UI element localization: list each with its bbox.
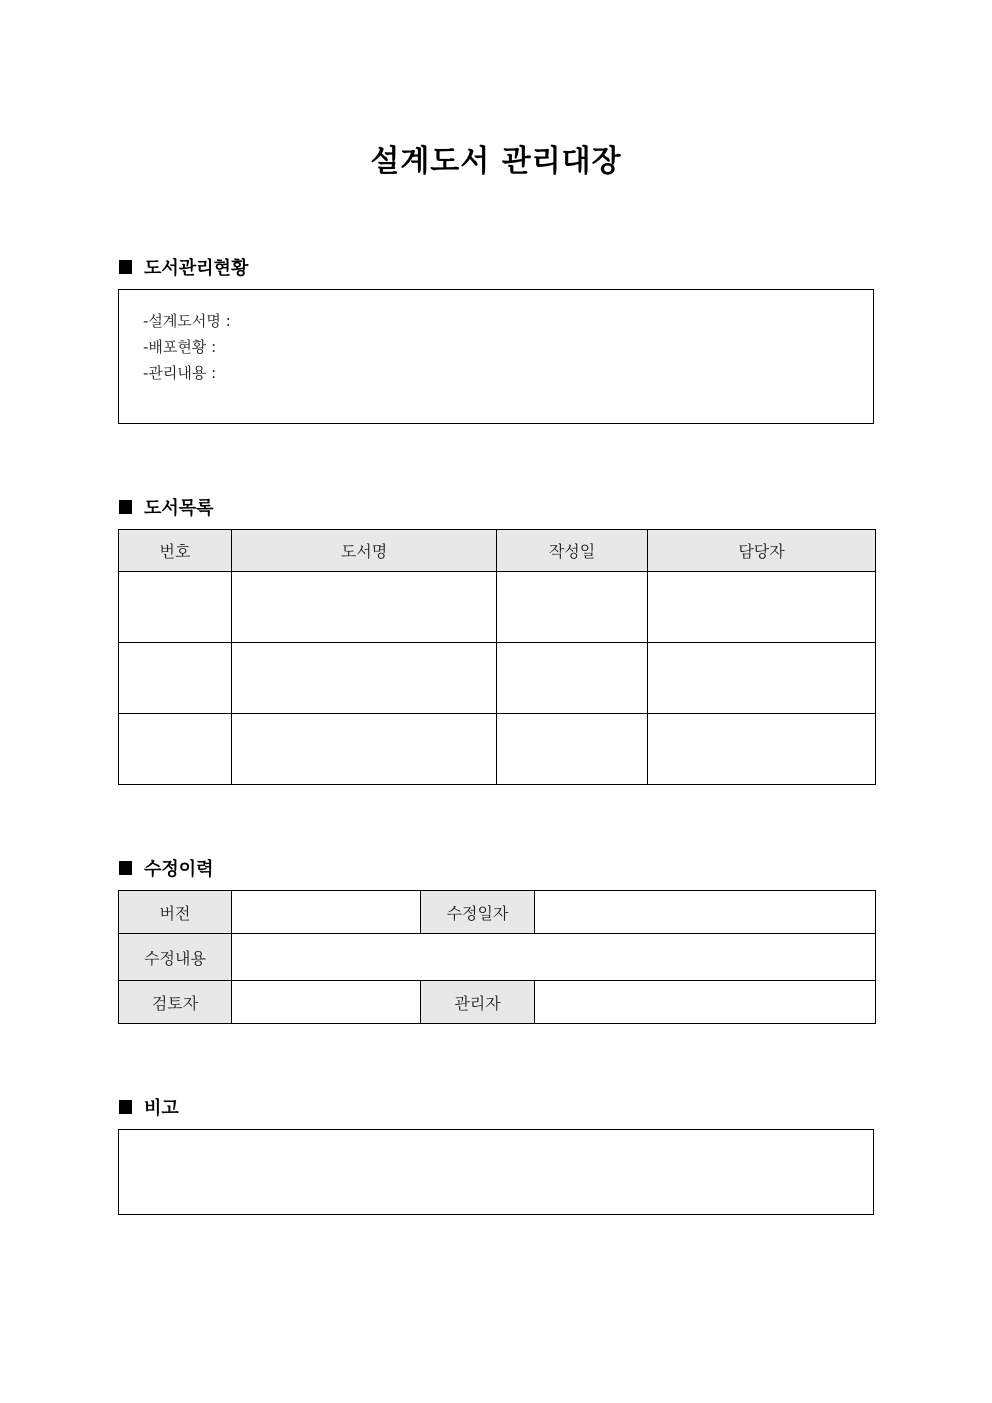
cell-number[interactable] — [119, 714, 232, 785]
document-list-table — [118, 529, 876, 785]
square-bullet-icon — [119, 861, 132, 875]
cell-number[interactable] — [119, 643, 232, 714]
info-line-management: -관리내용 : — [143, 364, 217, 382]
cell-number[interactable] — [119, 572, 232, 643]
value-revision-content[interactable] — [232, 934, 876, 981]
info-line-drawing-name: -설계도서명 : — [143, 312, 231, 330]
cell-date[interactable] — [497, 572, 648, 643]
cell-person[interactable] — [648, 572, 876, 643]
square-bullet-icon — [119, 260, 132, 274]
cell-person[interactable] — [648, 643, 876, 714]
revision-table — [118, 890, 876, 1024]
section-heading-remarks — [119, 1094, 179, 1120]
label-manager: 관리자 — [421, 981, 535, 1024]
remarks-box[interactable] — [118, 1129, 874, 1215]
column-header-title: 도서명 — [232, 530, 497, 572]
column-header-person: 담당자 — [648, 530, 876, 572]
square-bullet-icon — [119, 1100, 132, 1114]
label-version: 버전 — [119, 891, 232, 934]
cell-date[interactable] — [497, 714, 648, 785]
table-row — [119, 643, 876, 714]
cell-title[interactable] — [232, 643, 497, 714]
section-heading-label: 도서목록 — [144, 498, 214, 519]
section-heading-label: 도서관리현황 — [144, 258, 249, 279]
page-title: 설계도서 관리대장 — [370, 144, 622, 179]
column-header-date: 작성일 — [497, 530, 648, 572]
cell-date[interactable] — [497, 643, 648, 714]
value-revision-date[interactable] — [535, 891, 876, 934]
value-manager[interactable] — [535, 981, 876, 1024]
section-heading-label: 비고 — [144, 1098, 179, 1119]
cell-title[interactable] — [232, 714, 497, 785]
section-heading-list — [119, 494, 214, 520]
table-row — [119, 572, 876, 643]
section-heading-revision — [119, 855, 214, 881]
value-version[interactable] — [232, 891, 421, 934]
info-line-distribution: -배포현황 : — [143, 338, 217, 356]
section-heading-status — [119, 254, 248, 280]
cell-person[interactable] — [648, 714, 876, 785]
status-box[interactable] — [118, 289, 874, 424]
table-row — [119, 714, 876, 785]
cell-title[interactable] — [232, 572, 497, 643]
label-revision-content: 수정내용 — [119, 934, 232, 981]
label-revision-date: 수정일자 — [421, 891, 535, 934]
section-heading-label: 수정이력 — [144, 859, 214, 880]
column-header-number: 번호 — [119, 530, 232, 572]
square-bullet-icon — [119, 500, 132, 514]
value-reviewer[interactable] — [232, 981, 421, 1024]
label-reviewer: 검토자 — [119, 981, 232, 1024]
